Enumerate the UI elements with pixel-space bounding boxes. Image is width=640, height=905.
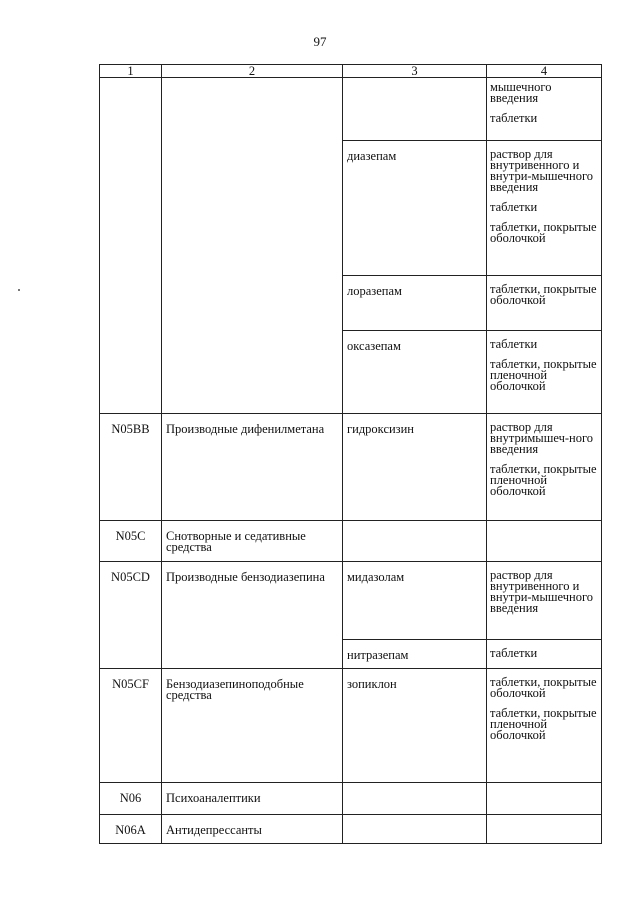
column-number-row	[100, 65, 602, 78]
drug-cell: диазепам	[343, 141, 487, 276]
column-number-2: 2	[162, 65, 343, 78]
dosage-form: раствор для внутривенного и внутри-мышечного введения	[490, 147, 594, 194]
dosage-form: таблетки	[490, 337, 538, 351]
column-number-4: 4	[487, 65, 602, 78]
group-name: Производные бензодиазепина	[162, 562, 343, 669]
forms-cell	[487, 521, 602, 562]
forms-cell	[487, 331, 602, 414]
group-cell	[162, 78, 343, 414]
forms-cell	[487, 78, 602, 141]
drug-name: мидазолам	[343, 562, 487, 640]
dosage-form: таблетки, покрытые оболочкой	[490, 282, 597, 307]
forms-cell	[487, 141, 602, 276]
column-number-1: 1	[100, 65, 162, 78]
dosage-form: раствор для внутримышеч-ного введения	[490, 420, 594, 456]
drug-cell	[343, 78, 487, 141]
forms-cell	[487, 640, 602, 669]
atc-code: N06	[100, 783, 162, 815]
drug-name: гидроксизин	[343, 414, 487, 521]
drug-cell: лоразепам	[343, 276, 487, 331]
table-row	[100, 414, 602, 521]
dosage-form: таблетки	[490, 111, 538, 125]
atc-code: N06A	[100, 815, 162, 844]
group-name: Снотворные и седативные средства	[162, 521, 343, 562]
atc-code: N05C	[100, 521, 162, 562]
drug-cell	[343, 783, 487, 815]
dosage-form: таблетки, покрытые оболочкой	[490, 675, 597, 700]
group-name: Антидепрессанты	[162, 815, 343, 844]
drug-cell: оксазепам	[343, 331, 487, 414]
forms-cell	[487, 815, 602, 844]
dosage-form: мышечного введения	[490, 80, 552, 105]
scan-speck	[18, 289, 20, 291]
forms-cell	[487, 562, 602, 640]
dosage-form: таблетки, покрытые оболочкой	[490, 220, 597, 245]
group-name: Производные дифенилметана	[162, 414, 343, 521]
forms-cell	[487, 783, 602, 815]
code-cell	[100, 78, 162, 414]
dosage-form: таблетки	[490, 200, 538, 214]
dosage-form: таблетки, покрытые пленочной оболочкой	[490, 706, 597, 742]
column-number-3: 3	[343, 65, 487, 78]
drug-cell	[343, 521, 487, 562]
dosage-form: таблетки	[490, 646, 538, 660]
drug-name: нитразепам	[343, 640, 487, 669]
table-row	[100, 78, 602, 141]
forms-cell	[487, 414, 602, 521]
atc-code: N05CD	[100, 562, 162, 669]
drug-name: зопиклон	[343, 669, 487, 783]
dosage-form: таблетки, покрытые пленочной оболочкой	[490, 462, 597, 498]
dosage-form: раствор для внутривенного и внутри-мышечного введения	[490, 568, 594, 615]
dosage-form: таблетки, покрытые пленочной оболочкой	[490, 357, 597, 393]
table-row	[100, 562, 602, 640]
medication-table	[99, 64, 602, 844]
atc-code: N05BB	[100, 414, 162, 521]
drug-cell	[343, 815, 487, 844]
table-row	[100, 815, 602, 844]
forms-cell	[487, 669, 602, 783]
forms-cell	[487, 276, 602, 331]
table-row	[100, 669, 602, 783]
group-name: Психоаналептики	[162, 783, 343, 815]
page-number: 97	[313, 34, 327, 49]
table-row	[100, 783, 602, 815]
group-name: Бензодиазепиноподобные средства	[162, 669, 343, 783]
table-row	[100, 521, 602, 562]
atc-code: N05CF	[100, 669, 162, 783]
